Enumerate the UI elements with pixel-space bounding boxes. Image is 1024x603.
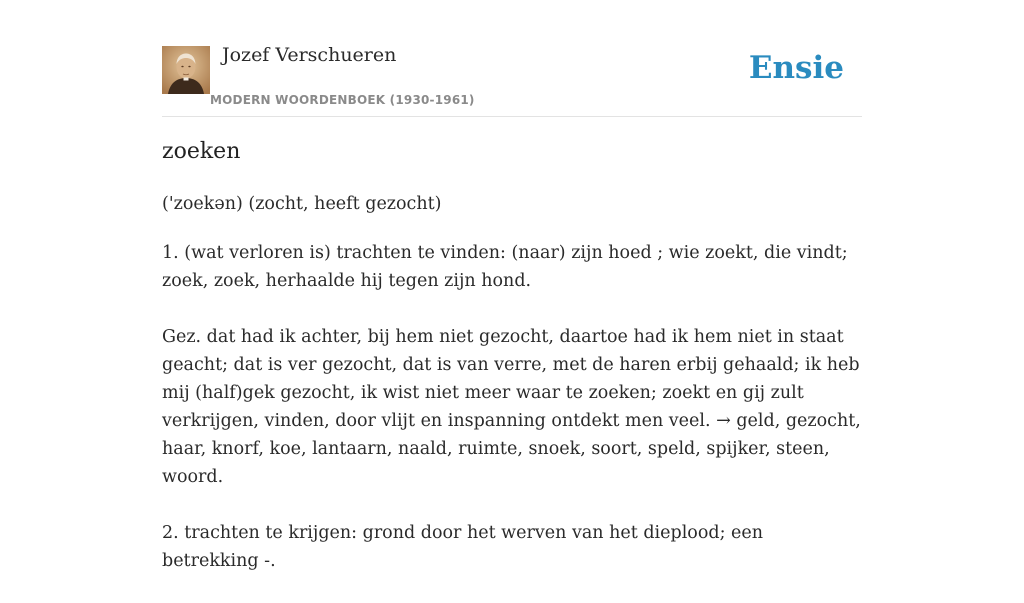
ensie-logo[interactable]: Ensie [748,50,844,86]
source-label[interactable]: MODERN WOORDENBOEK (1930-1961) [210,93,475,107]
author-avatar[interactable] [162,46,210,94]
definition-paragraph: Gez. dat had ik achter, bij hem niet gezocht, daartoe had ik hem niet in staat geacht; dat is ver gezocht, dat is van verre, met de haren erbij gehaald; ik heb mij (half)gek gezocht, ik wist niet meer waar te zoeken; zoekt en gij zult verkrijgen, vinden, door vlijt en inspanning ontdekt men veel. → geld, gezocht, haar, knorf, koe, lantaarn, naald, ruimte, snoek, soort, speld, spijker, steen, woord. [162,327,861,487]
entry-title: zoeken [162,139,241,164]
definition-paragraph: 1. (wat verloren is) trachten te vinden: (naar) zijn hoed ; wie zoekt, die vindt; zoek, zoek, herhaalde hij tegen zijn hond. [162,243,848,291]
header [162,0,862,117]
author-name[interactable]: Jozef Verschueren [222,44,397,66]
definition-paragraph: 2. trachten te krijgen: grond door het werven van het dieplood; een betrekking -. [162,523,764,571]
entry-pronunciation: ('zoekən) (zocht, heeft gezocht) [162,194,442,214]
entry-body [162,239,862,603]
page [162,0,862,571]
